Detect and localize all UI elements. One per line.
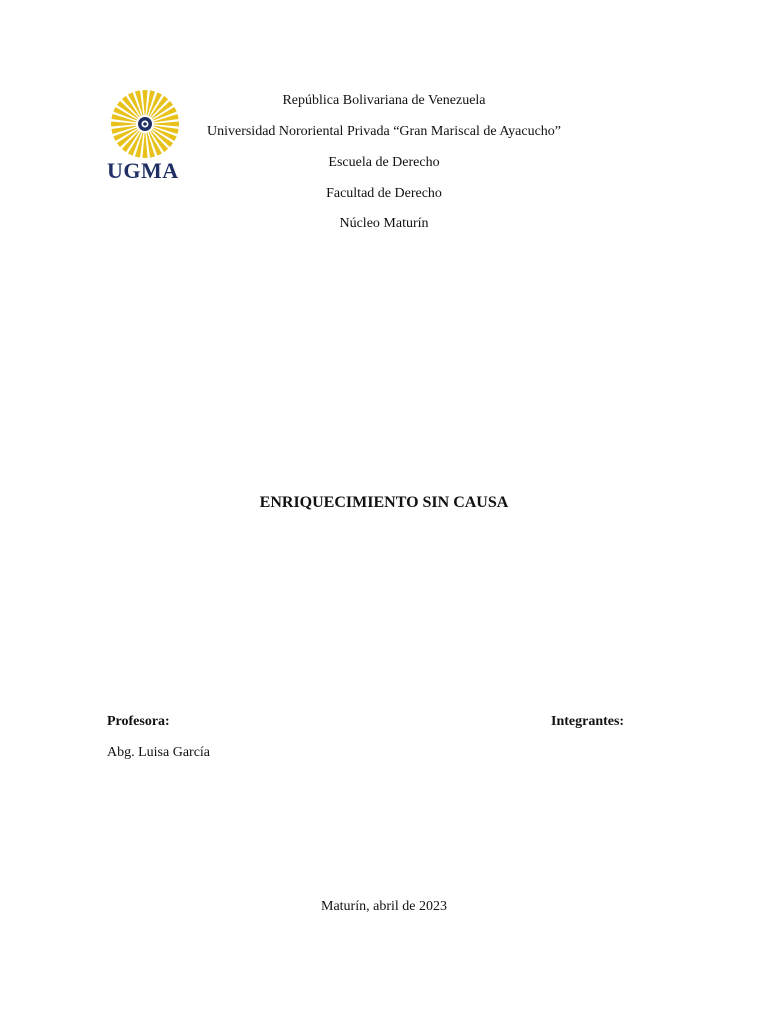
header-line-school: Escuela de Derecho <box>328 155 440 170</box>
logo-text: UGMA <box>107 158 179 183</box>
professor-name: Abg. Luisa García <box>107 745 211 760</box>
header-line-university: Universidad Nororiental Privada “Gran Mariscal de Ayacucho” <box>206 124 562 139</box>
members-label: Integrantes: <box>551 714 625 729</box>
place-and-date: Maturín, abril de 2023 <box>321 899 447 914</box>
header-line-campus: Núcleo Maturín <box>339 216 429 231</box>
header-line-faculty: Facultad de Derecho <box>326 186 442 201</box>
header-line-country: República Bolivariana de Venezuela <box>282 93 486 108</box>
professor-label: Profesora: <box>107 714 170 729</box>
document-title: ENRIQUECIMIENTO SIN CAUSA <box>259 494 509 511</box>
